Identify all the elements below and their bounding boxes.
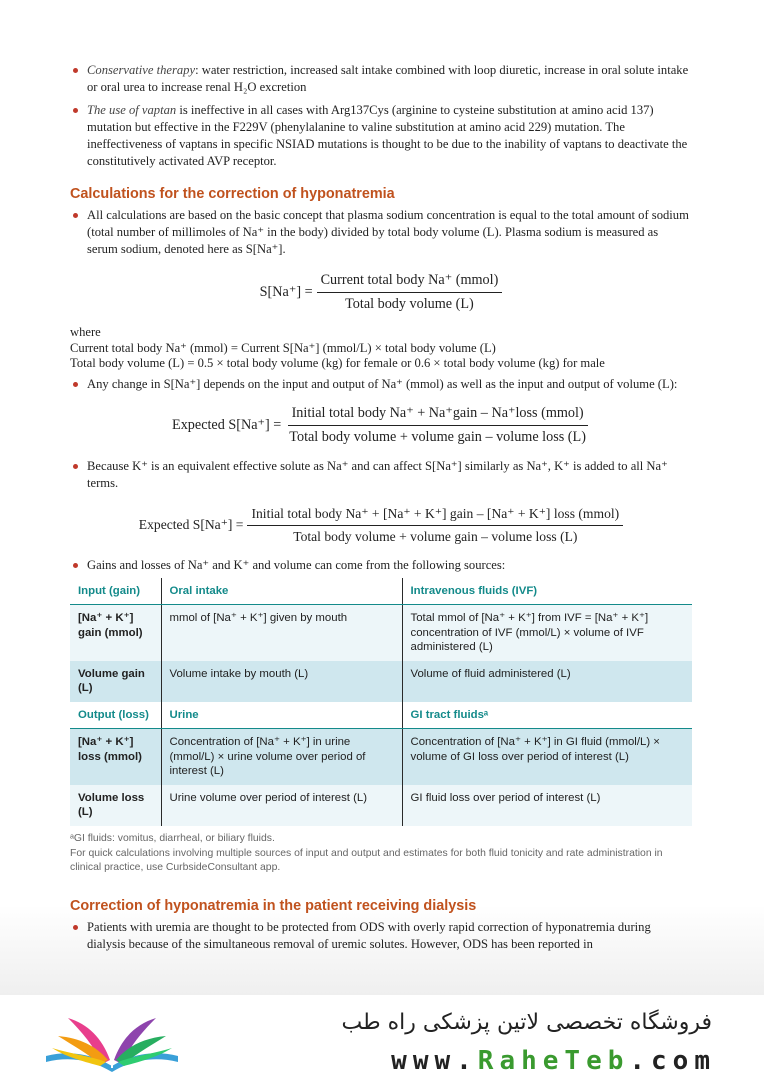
bullet-conservative-therapy	[70, 62, 692, 96]
bullet-lead: The use of vaptan	[87, 103, 177, 117]
table-header-cell: Input (gain)	[70, 578, 161, 605]
formula-numerator: Current total body Na⁺ (mmol)	[317, 272, 503, 293]
formula-lhs: Expected S[Na⁺] =	[172, 416, 282, 433]
formula-expected-sodium	[70, 405, 692, 446]
shop-url	[391, 1046, 716, 1076]
formula-lhs: S[Na⁺] =	[259, 284, 313, 300]
bullet-dot	[73, 213, 78, 218]
bullet-change-in-sodium	[70, 376, 692, 393]
bullet-dot	[73, 925, 78, 930]
footnote-gi-fluids: ᵃGI fluids: vomitus, diarrheal, or biliary fluids.	[70, 832, 275, 844]
bullet-dot	[73, 563, 78, 568]
formula-expected-sodium-potassium	[70, 506, 692, 545]
table-row-header: Volume loss (L)	[70, 785, 161, 826]
table-row	[70, 661, 692, 702]
bullet-dot	[73, 108, 78, 113]
table-row-header: Volume gain (L)	[70, 661, 161, 702]
footnote-app: For quick calculations involving multiple sources of input and output and estimates for both fluid tonicity and rate administration in clinical practice, use CurbsideConsultant app.	[70, 848, 663, 873]
url-prefix: www.	[391, 1046, 478, 1076]
bullet-text: Because K⁺ is an equivalent effective solute as Na⁺ and can affect S[Na⁺] similarly as Na⁺, K⁺ is added to all Na⁺ terms.	[87, 458, 668, 490]
where-line: Total body volume (L) = 0.5 × total body volume (kg) for female or 0.6 × total body volume (kg) for male	[70, 356, 605, 370]
table-cell: Total mmol of [Na⁺ + K⁺] from IVF = [Na⁺ + K⁺] concentration of IVF (mmol/L) × volume of IVF administered (L)	[402, 605, 692, 661]
table-cell: Volume of fluid administered (L)	[402, 661, 692, 702]
formula-fraction	[247, 506, 623, 545]
table-cell: GI fluid loss over period of interest (L)	[402, 785, 692, 826]
table-row	[70, 605, 692, 661]
bullet-uremia	[70, 919, 692, 953]
bullet-text: Any change in S[Na⁺] depends on the input and output of Na⁺ (mmol) as well as the input and output of volume (L):	[87, 376, 678, 391]
where-line: where	[70, 325, 101, 339]
bullet-vaptan	[70, 102, 692, 170]
table-row-header: [Na⁺ + K⁺] gain (mmol)	[70, 605, 161, 661]
table-cell: Urine volume over period of interest (L)	[161, 785, 402, 826]
formula-fraction	[285, 405, 590, 446]
section-heading-dialysis: Correction of hyponatremia in the patient receiving dialysis	[70, 898, 477, 914]
table-header-cell: Oral intake	[161, 578, 402, 605]
formula-denominator: Total body volume + volume gain – volume loss (L)	[289, 428, 586, 445]
bullet-basic-concept	[70, 207, 692, 258]
table-header-cell: Intravenous fluids (IVF)	[402, 578, 692, 605]
sources-table	[70, 578, 692, 826]
table-header-row	[70, 578, 692, 605]
bullet-text: All calculations are based on the basic concept that plasma sodium concentration is equal to the total amount of sodium (total number of millimoles of Na⁺ in the body) divided by total body volume (L). Plasma sodium is measured as serum sodium, denoted here as S[Na⁺].	[87, 208, 689, 256]
bullet-dot	[73, 382, 78, 387]
table-header-cell: Urine	[161, 702, 402, 729]
book-logo-icon	[42, 1010, 182, 1076]
where-line: Current total body Na⁺ (mmol) = Current S[Na⁺] (mmol/L) × total body volume (L)	[70, 340, 496, 355]
formula-numerator: Initial total body Na⁺ + Na⁺gain – Na⁺loss (mmol)	[288, 405, 588, 426]
bullet-potassium	[70, 458, 692, 492]
bullet-text: Gains and losses of Na⁺ and K⁺ and volume can come from the following sources:	[87, 557, 506, 572]
formula-numerator: Initial total body Na⁺ + [Na⁺ + K⁺] gain – [Na⁺ + K⁺] loss (mmol)	[247, 506, 623, 526]
table-header-cell: GI tract fluidsᵃ	[402, 702, 692, 729]
table-row	[70, 729, 692, 785]
formula-lhs: Expected S[Na⁺] =	[138, 517, 244, 532]
url-suffix: .com	[629, 1046, 716, 1076]
bullet-dot	[73, 68, 78, 73]
table-header-row	[70, 702, 692, 729]
table-cell: Concentration of [Na⁺ + K⁺] in GI fluid (mmol/L) × volume of GI loss over period of interest (L)	[402, 729, 692, 785]
page-content	[70, 62, 692, 959]
table-row-header: [Na⁺ + K⁺] loss (mmol)	[70, 729, 161, 785]
bullet-text: Patients with uremia are thought to be protected from ODS with overly rapid correction of hyponatremia during dialysis because of the simultaneous removal of uremic solutes. However, ODS has been reported in	[87, 920, 651, 951]
formula-serum-sodium	[70, 272, 692, 313]
table-cell: Concentration of [Na⁺ + K⁺] in urine (mmol/L) × urine volume over period of interest (L)	[161, 729, 402, 785]
bullet-text: is ineffective in all cases with Arg137Cys (arginine to cysteine substitution at amino acid 137) mutation but effective in the F229V (phenylalanine to valine substitution at amino acid 229) mutation. The ineffectiveness of vaptans in specific NSIAD mutations is thought to be due to the inability of vaptans to deactivate the constitutively activated AVP receptor.	[87, 103, 688, 168]
url-brand: RaheTeb	[477, 1046, 630, 1076]
formula-denominator: Total body volume + volume gain – volume loss (L)	[293, 528, 578, 544]
table-row	[70, 785, 692, 826]
formula-denominator: Total body volume (L)	[345, 296, 474, 312]
bullet-sources	[70, 557, 692, 574]
table-cell: mmol of [Na⁺ + K⁺] given by mouth	[161, 605, 402, 661]
bullet-text: : water restriction, increased salt intake combined with loop diuretic, increase in oral solute intake or oral urea to increase renal H₂O excretion	[87, 63, 689, 94]
table-header-cell: Output (loss)	[70, 702, 161, 729]
bullet-dot	[73, 464, 78, 469]
table-cell: Volume intake by mouth (L)	[161, 661, 402, 702]
shop-name-persian: فروشگاه تخصصی لاتین پزشکی راه طب	[341, 1010, 712, 1035]
section-heading: Calculations for the correction of hyponatremia	[70, 186, 395, 202]
bullet-lead: Conservative therapy	[87, 63, 196, 77]
formula-fraction	[317, 272, 503, 313]
